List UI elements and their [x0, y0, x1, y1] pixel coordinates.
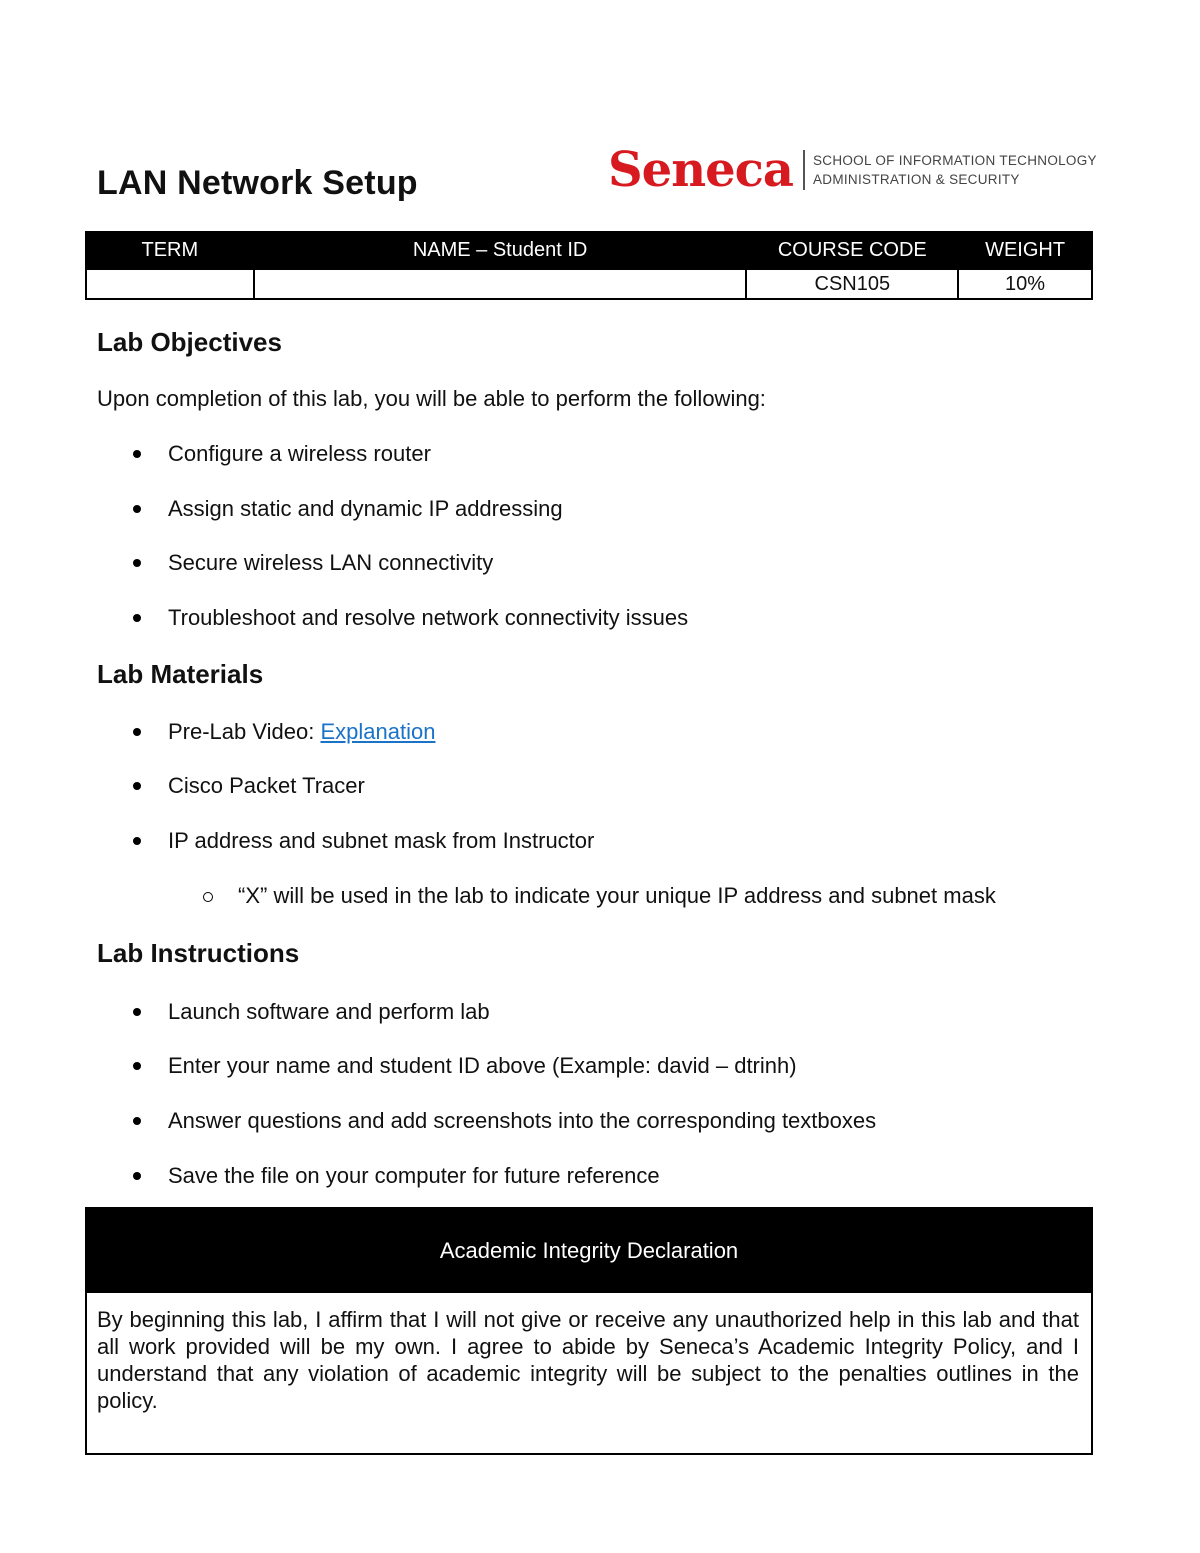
material-item: Cisco Packet Tracer	[168, 773, 365, 798]
sub-bullet-icon	[203, 892, 213, 902]
materials-heading: Lab Materials	[97, 659, 264, 689]
term-field[interactable]	[86, 269, 254, 299]
objective-item: Configure a wireless router	[168, 441, 431, 466]
objectives-intro: Upon completion of this lab, you will be able to perform the following:	[97, 386, 766, 411]
header-course-code: COURSE CODE	[746, 232, 958, 269]
objective-item: Secure wireless LAN connectivity	[168, 550, 494, 575]
explanation-link[interactable]: Explanation	[320, 719, 436, 744]
course-info-value-row	[86, 269, 1092, 299]
video-label: Pre-Lab Video:	[168, 719, 321, 744]
bullet-icon	[133, 1172, 141, 1180]
objective-item: Troubleshoot and resolve network connectivity issues	[168, 605, 689, 630]
bullet-icon	[133, 782, 141, 790]
integrity-declaration-box	[85, 1207, 1093, 1455]
bullet-icon	[133, 614, 141, 622]
material-item: IP address and subnet mask from Instructor	[168, 828, 595, 853]
header-name-student-id: NAME – Student ID	[254, 232, 747, 269]
course-code-value: CSN105	[746, 269, 958, 299]
name-student-id-field[interactable]	[254, 269, 747, 299]
bullet-icon	[133, 559, 141, 567]
course-info-table	[85, 231, 1093, 300]
logo-divider	[803, 150, 805, 190]
bullet-icon	[133, 1062, 141, 1070]
bullet-icon	[133, 1117, 141, 1125]
objective-item: Assign static and dynamic IP addressing	[168, 496, 563, 521]
material-sub-item: “X” will be used in the lab to indicate your unique IP address and subnet mask	[238, 883, 996, 908]
instruction-item: Answer questions and add screenshots into the corresponding textboxes	[168, 1108, 877, 1133]
logo-subtitle-line1: SCHOOL OF INFORMATION TECHNOLOGY	[812, 153, 1097, 168]
objectives-heading: Lab Objectives	[97, 327, 282, 357]
bullet-icon	[133, 505, 141, 513]
logo-subtitle	[813, 151, 1097, 189]
header-term: TERM	[86, 232, 254, 269]
course-info-header-row	[86, 232, 1092, 269]
bullet-icon	[133, 450, 141, 458]
material-item-video	[168, 719, 435, 745]
instruction-item: Save the file on your computer for future reference	[168, 1163, 660, 1188]
instruction-item: Launch software and perform lab	[168, 999, 490, 1024]
bullet-icon	[133, 837, 141, 845]
weight-value: 10%	[958, 269, 1092, 299]
header-weight: WEIGHT	[958, 232, 1092, 269]
instructions-heading: Lab Instructions	[97, 938, 300, 968]
page-title: LAN Network Setup	[97, 164, 418, 202]
integrity-heading: Academic Integrity Declaration	[87, 1209, 1091, 1293]
integrity-body: By beginning this lab, I affirm that I will not give or receive any unauthorized help in this lab and that all work provided will be my own. I agree to abide by Seneca’s Academic Integrity Policy, and I understand that any violation of academic integrity will be subject to the penalties outlines in the policy.	[97, 1307, 1079, 1413]
logo-subtitle-line2: ADMINISTRATION & SECURITY	[812, 172, 1020, 187]
seneca-logo	[608, 142, 1097, 198]
instruction-item: Enter your name and student ID above (Example: david – dtrinh)	[168, 1053, 797, 1078]
logo-wordmark: Seneca	[608, 142, 793, 198]
bullet-icon	[133, 728, 141, 736]
bullet-icon	[133, 1008, 141, 1016]
